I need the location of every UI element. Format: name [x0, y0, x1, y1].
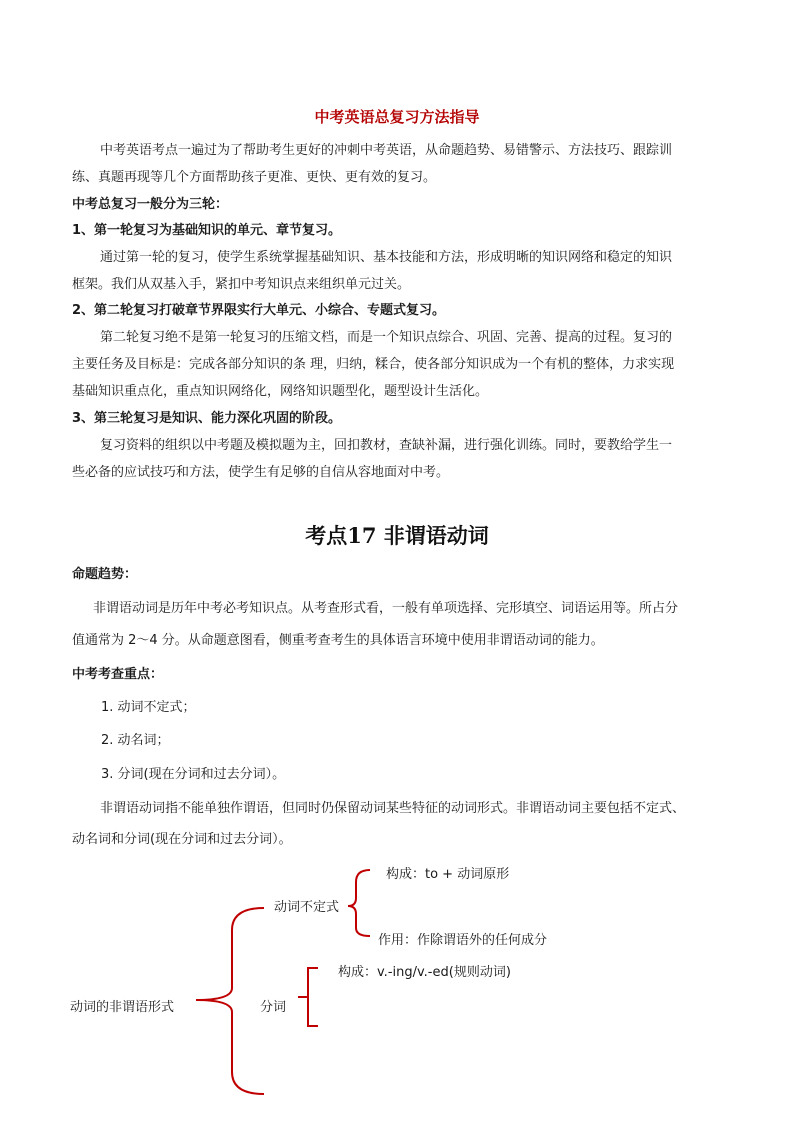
non-finite-verb-diagram: [0, 850, 794, 1123]
topic-title: 考点17 非谓语动词: [305, 523, 489, 548]
round-3-line-2: 些必备的应试技巧和方法，使学生有足够的自信从容地面对中考。: [72, 465, 450, 480]
diagram-branch-infinitive: 动词不定式: [274, 900, 340, 915]
definition-line-1: 非谓语动词指不能单独作谓语，但同时仍保留动词某些特征的动词形式。非谓语动词主要包括不定式、: [100, 801, 686, 816]
trend-line-1: 非谓语动词是历年中考必考知识点。从考查形式看，一般有单项选择、完形填空、词语运用等。所占分: [93, 601, 679, 616]
focus-item-3: 3. 分词(现在分词和过去分词）。: [101, 767, 286, 782]
round-2-line-3: 基础知识重点化，重点知识网络化，网络知识题型化，题型设计生活化。: [72, 384, 489, 399]
round-3-title: 3、第三轮复习是知识、能力深化巩固的阶段。: [72, 411, 342, 426]
trend-line-2: 值通常为 2～4 分。从命题意图看，侧重考查考生的具体语言环境中使用非谓语动词的能力。: [72, 633, 604, 648]
rounds-heading: 中考总复习一般分为三轮：: [72, 197, 229, 212]
diagram-infinitive-form: 构成：to + 动词原形: [386, 867, 510, 882]
diagram-infinitive-use: 作用：作除谓语外的任何成分: [378, 933, 548, 948]
round-2-line-2: 主要任务及目标是：完成各部分知识的条 理，归纳，糅合，使各部分知识成为一个有机的整体，力求实现: [72, 357, 675, 372]
intro-line-2: 练、真题再现等几个方面帮助孩子更准、更快、更有效的复习。: [72, 170, 437, 185]
round-2-line-1: 第二轮复习绝不是第一轮复习的压缩文档，而是一个知识点综合、巩固、完善、提高的过程。复习的: [100, 330, 673, 345]
round-2-title: 2、第二轮复习打破章节界限实行大单元、小综合、专题式复习。: [72, 303, 446, 318]
diagram-participle-form: 构成：v.-ing/v.-ed(规则动词): [338, 965, 511, 980]
focus-item-2: 2. 动名词；: [101, 733, 170, 748]
round-1-line-1: 通过第一轮的复习，使学生系统掌握基础知识、基本技能和方法，形成明晰的知识网络和稳定的知识: [100, 250, 673, 265]
intro-line-1: 中考英语考点一遍过为了帮助考生更好的冲刺中考英语，从命题趋势、易错警示、方法技巧、跟踪训: [100, 143, 673, 158]
focus-item-1: 1. 动词不定式；: [101, 700, 196, 715]
trend-heading: 命题趋势：: [72, 567, 138, 582]
diagram-root-label: 动词的非谓语形式: [70, 1000, 175, 1015]
diagram-branch-participle: 分词: [260, 1000, 287, 1015]
diagram-infinitive-bracket: [348, 870, 370, 936]
round-3-line-1: 复习资料的组织以中考题及模拟题为主，回扣教材，查缺补漏，进行强化训练。同时，要教给学生一: [100, 438, 673, 453]
document-title: 中考英语总复习方法指导: [314, 108, 480, 126]
definition-line-2: 动名词和分词(现在分词和过去分词）。: [72, 832, 292, 847]
focus-heading: 中考考查重点：: [72, 667, 164, 682]
diagram-participle-bracket: [298, 968, 318, 1026]
round-1-title: 1、第一轮复习为基础知识的单元、章节复习。: [72, 223, 342, 238]
round-1-line-2: 框架。我们从双基入手，紧扣中考知识点来组织单元过关。: [72, 277, 411, 292]
diagram-main-bracket: [196, 908, 264, 1094]
